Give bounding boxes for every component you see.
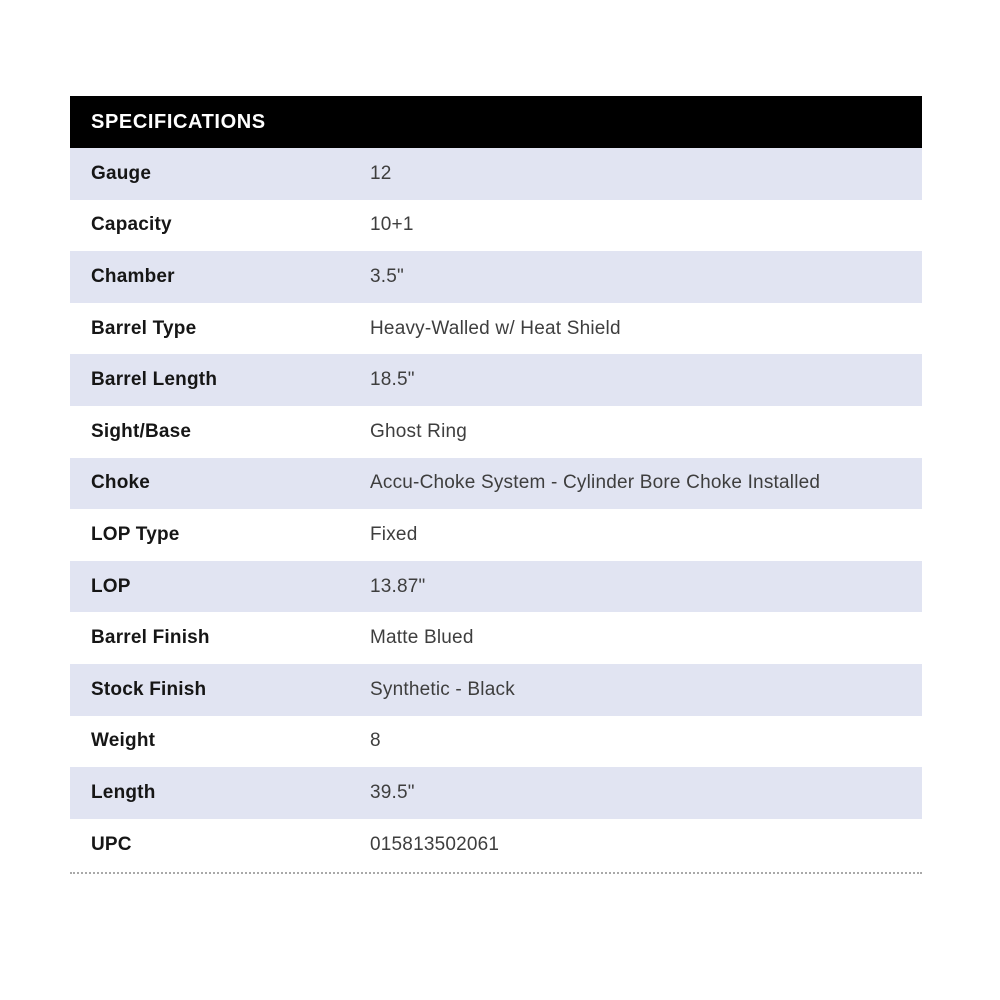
table-row — [70, 458, 922, 510]
spec-value: 015813502061 — [370, 833, 500, 855]
spec-label: Capacity — [91, 214, 172, 236]
table-row — [70, 200, 922, 252]
spec-label: Choke — [91, 472, 151, 494]
spec-value: Heavy-Walled w/ Heat Shield — [370, 317, 621, 339]
table-row — [70, 148, 922, 200]
table-row — [70, 767, 922, 819]
spec-value: Matte Blued — [370, 627, 474, 649]
spec-label: Stock Finish — [91, 678, 207, 700]
spec-label: LOP — [91, 575, 131, 597]
spec-label: Barrel Length — [91, 369, 218, 391]
table-row — [70, 354, 922, 406]
spec-value: 12 — [370, 162, 392, 184]
spec-value: Fixed — [370, 523, 418, 545]
spec-value: Synthetic - Black — [370, 678, 515, 700]
spec-label: Sight/Base — [91, 420, 192, 442]
table-row — [70, 509, 922, 561]
table-row — [70, 612, 922, 664]
spec-value: 10+1 — [370, 214, 414, 236]
spec-label: Chamber — [91, 265, 175, 287]
spec-value: 13.87" — [370, 575, 426, 597]
spec-value: 18.5" — [370, 369, 415, 391]
spec-label: Length — [91, 781, 156, 803]
table-row — [70, 819, 922, 871]
specifications-header — [70, 96, 922, 148]
table-row — [70, 716, 922, 768]
spec-value: Ghost Ring — [370, 420, 468, 442]
spec-label: Barrel Type — [91, 317, 197, 339]
spec-label: LOP Type — [91, 523, 180, 545]
table-row — [70, 664, 922, 716]
table-row — [70, 561, 922, 613]
spec-label: Barrel Finish — [91, 627, 210, 649]
spec-label: UPC — [91, 833, 132, 855]
table-row — [70, 303, 922, 355]
spec-value: Accu-Choke System - Cylinder Bore Choke Installed — [370, 472, 821, 494]
specifications-table — [70, 96, 922, 874]
spec-value: 3.5" — [370, 265, 404, 287]
spec-value: 8 — [370, 730, 381, 752]
table-row — [70, 406, 922, 458]
table-row — [70, 251, 922, 303]
spec-label: Weight — [91, 730, 156, 752]
specifications-title: SPECIFICATIONS — [91, 110, 266, 133]
spec-value: 39.5" — [370, 781, 415, 803]
spec-label: Gauge — [91, 162, 152, 184]
